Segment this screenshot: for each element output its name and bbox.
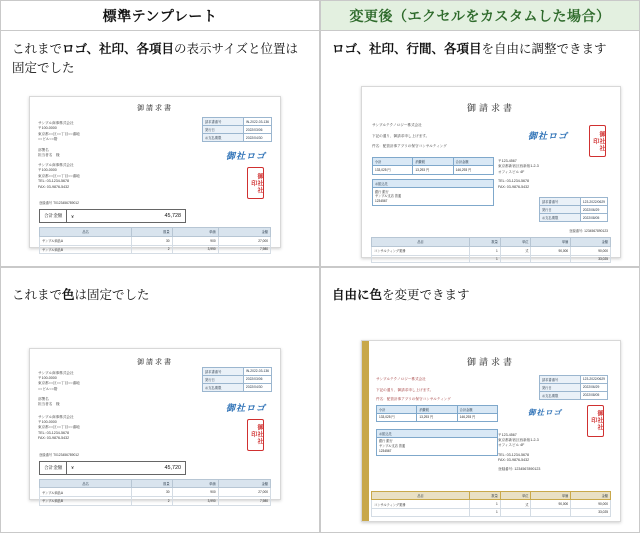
invoice-title: 御請求書 <box>137 358 173 366</box>
amount-total: 146,293 円 <box>459 415 476 419</box>
invoice-address-3: ○○ビル○○階 <box>38 386 58 391</box>
company-seal-stamp: 御社社印 <box>247 419 264 451</box>
table-row <box>40 497 271 506</box>
bank-label: お振込先 <box>373 180 493 188</box>
panel-customized <box>320 0 640 267</box>
meta-value: 2022/08/05 <box>580 391 607 399</box>
total-amount-box <box>39 209 186 223</box>
meta-value: 123-2022/0629 <box>580 198 607 206</box>
item-name <box>372 509 470 517</box>
meta-value: IN-2022-03-136 <box>243 367 271 375</box>
meta-value: 123-2022/0629 <box>580 375 607 383</box>
col-price: 単価 <box>172 479 218 488</box>
col-amount: 金額 <box>571 238 611 247</box>
item-amount: 33,025 <box>571 509 611 517</box>
table-row <box>372 500 611 509</box>
item-amount: 90,000 <box>571 500 611 509</box>
invoice-sender-block <box>498 433 608 473</box>
table-row <box>539 206 607 214</box>
sender-company: サンプル商事株式会社 <box>38 163 74 167</box>
col-unit: 単位 <box>500 491 531 500</box>
col-price: 単価 <box>531 491 571 500</box>
sender-address-1: 東京都新宿区西新宿1-2-3 <box>498 164 539 169</box>
sender-fax: FAX: 03-9876-5432 <box>498 458 530 463</box>
invoice-address-2: 東京都○○区○○丁目○○番地 <box>38 381 80 386</box>
item-name: サンプル商品A <box>40 236 132 245</box>
item-qty: 2 <box>132 497 172 506</box>
item-price: 90,000 <box>531 500 571 509</box>
invoice-address-1: 〒100-0000 <box>38 126 57 131</box>
sender-tel: TEL: 03-1234-5678 <box>498 179 529 184</box>
invoice-preview-customized <box>361 86 621 261</box>
sender-fax: FAX: 03-9876-5432 <box>498 184 530 189</box>
meta-label: 請求書番号 <box>539 375 580 383</box>
item-price: 900 <box>172 236 218 245</box>
bank-line-1: 銀行 銀行 <box>375 189 389 194</box>
invoice-billing-address <box>376 377 506 403</box>
invoice-staff: 担当者名 様 <box>38 152 60 157</box>
item-qty: 1 <box>470 246 501 255</box>
col-amount: 金額 <box>218 479 270 488</box>
invoice-company: サンプル商事株式会社 <box>38 370 74 375</box>
sender-tel: TEL: 03-1234-5678 <box>38 430 69 435</box>
total-label: 合計金額 <box>40 462 67 474</box>
panel-caption-customized: ロゴ、社印、行間、各項目を自由に調整できます <box>332 42 607 56</box>
panel-caption-standard: これまでロゴ、社印、各項目の表示サイズと位置は固定でした <box>12 42 299 76</box>
invoice-items-table <box>39 479 271 506</box>
col-qty: 数量 <box>470 491 501 500</box>
sender-address-2: オフィスビル 4F <box>498 169 525 174</box>
meta-value: 2022/03/06 <box>243 126 271 134</box>
table-header-row <box>372 491 611 500</box>
sender-address-2: 東京都○○区○○丁目○○番地 <box>38 173 80 178</box>
table-row <box>202 375 271 383</box>
amount-col-subtotal: 小計 <box>377 406 417 414</box>
company-seal-stamp: 御社社印 <box>589 125 606 157</box>
invoice-greeting: 下記の通り、御請求申し上げます。 <box>376 387 434 392</box>
table-row <box>372 255 611 263</box>
registration-number: 登録番号: 1234567890123 <box>569 229 608 233</box>
table-row <box>539 383 607 391</box>
invoice-items-table <box>39 227 271 254</box>
item-qty: 1 <box>470 255 501 263</box>
table-row <box>539 214 607 222</box>
meta-value: 2022/04/30 <box>243 383 271 391</box>
item-amount: 27,000 <box>218 236 270 245</box>
invoice-address-3: ○○ビル○○階 <box>38 137 58 142</box>
item-unit: 式 <box>500 500 531 509</box>
bank-lines <box>373 188 493 205</box>
col-amount: 金額 <box>218 228 270 237</box>
bank-line-2: サンプル支店 普通 <box>379 443 406 448</box>
invoice-items-table <box>371 237 611 263</box>
total-value: 45,728 <box>164 213 181 219</box>
sender-tel: TEL: 03-1234-5678 <box>38 179 69 184</box>
item-qty: 1 <box>470 500 501 509</box>
invoice-dept: 部署名 <box>38 397 49 402</box>
invoice-sender-block <box>38 415 158 442</box>
col-name: 品名 <box>40 479 132 488</box>
col-name: 品目 <box>372 491 470 500</box>
panel-caption-custom-color: 自由に色を変更できます <box>332 287 470 302</box>
company-logo: 御社ロゴ <box>225 151 266 161</box>
col-qty: 数量 <box>132 228 172 237</box>
panel-header-standard: 標準テンプレート <box>1 1 319 31</box>
table-header-row <box>40 479 271 488</box>
meta-label: 請求書番号 <box>539 198 580 206</box>
item-price: 900 <box>172 488 218 497</box>
sender-address-1: 東京都新宿区西新宿1-2-3 <box>498 437 539 442</box>
col-name: 品名 <box>40 228 132 237</box>
bank-lines <box>377 438 497 455</box>
sender-address-1: 〒100-0000 <box>38 419 57 424</box>
item-name: サンプル商品A <box>40 488 132 497</box>
total-amount-box <box>39 461 186 475</box>
sender-company: サンプル商事株式会社 <box>38 414 74 419</box>
sender-address-2: 東京都○○区○○丁目○○番地 <box>38 425 80 430</box>
total-value: 45,720 <box>164 464 181 471</box>
meta-value: IN-2022-03-136 <box>243 118 271 126</box>
invoice-meta-table <box>539 375 608 400</box>
invoice-preview-custom-color <box>361 340 621 522</box>
item-name: サンプル商品B <box>40 497 132 506</box>
meta-label: 請求書番号 <box>202 367 243 375</box>
table-row <box>202 118 271 126</box>
sender-address-1: 〒100-0000 <box>38 168 57 173</box>
amount-col-total: 合計金額 <box>454 158 493 166</box>
table-row <box>40 245 271 254</box>
invoice-billing-address <box>38 371 148 408</box>
table-row <box>202 134 271 142</box>
total-currency: ¥ <box>71 213 74 219</box>
table-row <box>40 488 271 497</box>
invoice-preview-standard <box>29 96 281 252</box>
table-header-row <box>372 238 611 247</box>
bank-line-1: 銀行 銀行 <box>379 439 393 443</box>
bank-line-2: サンプル支店 普通 <box>375 194 402 199</box>
invoice-billing-address <box>38 121 148 158</box>
table-row <box>539 391 607 399</box>
invoice-items-table <box>371 491 611 517</box>
item-name: コンサルティング業務 <box>372 500 470 509</box>
invoice-billing-address <box>372 123 502 149</box>
amount-subtotal: 133,025 円 <box>373 166 413 174</box>
table-row <box>372 509 611 517</box>
registration-number: 登録番号 T0123456789012 <box>39 201 79 205</box>
registration-number: 登録番号: 1234567890123 <box>498 467 541 472</box>
invoice-title: 御請求書 <box>137 105 173 112</box>
bank-label: お振込先 <box>377 430 497 438</box>
total-label: 合計金額 <box>40 210 67 222</box>
table-header-row <box>40 228 271 237</box>
meta-label: 請求書番号 <box>202 118 243 126</box>
meta-label: 発行日 <box>539 383 580 391</box>
item-name: コンサルティング業務 <box>372 246 470 255</box>
meta-value: 2022/04/30 <box>243 134 271 142</box>
col-price: 単価 <box>172 228 218 237</box>
table-row <box>539 198 607 206</box>
col-name: 品目 <box>372 238 470 247</box>
company-seal-stamp: 御社社印 <box>587 405 604 437</box>
item-amount: 7,980 <box>218 245 270 254</box>
item-name <box>372 255 470 263</box>
meta-label: 発行日 <box>202 126 243 134</box>
invoice-dept: 部署名 <box>38 147 49 152</box>
company-logo: 御社ロゴ <box>225 402 266 413</box>
meta-value: 2022/08/05 <box>580 214 607 222</box>
item-amount: 90,000 <box>571 246 611 255</box>
company-logo: 御社ロゴ <box>528 407 562 417</box>
amount-col-tax: 消費税 <box>417 406 457 414</box>
amount-subtotal: 133,025 円 <box>377 414 417 422</box>
item-price <box>531 255 571 263</box>
item-qty: 2 <box>132 245 172 254</box>
item-amount: 7,980 <box>218 497 270 506</box>
sender-zip: 〒123-4567 <box>498 159 517 163</box>
col-amount: 金額 <box>571 491 611 500</box>
table-row <box>202 383 271 391</box>
table-row <box>202 367 271 375</box>
item-unit <box>500 509 531 517</box>
amount-col-subtotal: 小計 <box>373 158 413 166</box>
sender-zip: 〒123-4567 <box>498 432 517 437</box>
invoice-sender-block <box>498 159 608 190</box>
panel-header-customized: 変更後（エクセルをカスタムした場合） <box>321 1 639 31</box>
item-name: サンプル商品B <box>40 245 132 254</box>
invoice-company: サンプル商事株式会社 <box>38 121 74 125</box>
accent-color-bar <box>362 341 369 521</box>
item-price: 90,000 <box>531 246 571 255</box>
item-qty: 30 <box>132 488 172 497</box>
panel-custom-color <box>320 267 640 533</box>
invoice-title: 御請求書 <box>466 356 515 367</box>
amount-col-tax: 消費税 <box>413 158 453 166</box>
invoice-preview-fixed-color <box>29 348 281 504</box>
bank-line-3: 1234567 <box>379 448 392 453</box>
item-unit: 式 <box>500 246 531 255</box>
invoice-subject: 件名：配管計事アプリの保守コンサルティング <box>372 143 447 148</box>
meta-value: 2022/03/06 <box>243 375 271 383</box>
sender-fax: FAX: 03-9876-5432 <box>38 436 70 441</box>
amount-tax: 13,293 円 <box>417 414 457 422</box>
col-price: 単価 <box>531 238 571 247</box>
meta-label: 発行日 <box>202 375 243 383</box>
item-unit <box>500 255 531 263</box>
meta-label: お支払期限 <box>539 391 580 399</box>
col-qty: 数量 <box>132 479 172 488</box>
invoice-address-1: 〒100-0000 <box>38 375 57 380</box>
amount-summary-box <box>372 157 494 175</box>
item-amount: 27,000 <box>218 488 270 497</box>
meta-label: お支払期限 <box>202 134 243 142</box>
meta-label: お支払期限 <box>539 214 580 222</box>
item-amount: 33,025 <box>571 255 611 263</box>
item-qty: 30 <box>132 236 172 245</box>
item-qty: 1 <box>470 509 501 517</box>
company-logo: 御社ロゴ <box>527 131 568 141</box>
meta-label: 発行日 <box>539 206 580 214</box>
invoice-sender-block <box>38 163 158 190</box>
bank-info-box <box>376 429 498 456</box>
item-price: 3,990 <box>172 245 218 254</box>
invoice-address-2: 東京都○○区○○丁目○○番地 <box>38 131 80 136</box>
company-seal-stamp: 御社社印 <box>247 167 264 199</box>
item-price <box>531 509 571 517</box>
bank-info-box <box>372 179 494 206</box>
meta-value: 2022/06/29 <box>580 206 607 214</box>
meta-value: 2022/06/29 <box>580 383 607 391</box>
sender-address-2: オフィスビル 4F <box>498 443 525 448</box>
invoice-company: サンプルテクノロジー株式会社 <box>376 376 426 381</box>
meta-label: お支払期限 <box>202 383 243 391</box>
registration-number: 登録番号 T0123456789012 <box>39 452 79 457</box>
amount-col-total: 合計金額 <box>458 406 497 414</box>
invoice-staff: 担当者名 様 <box>38 402 60 407</box>
panel-standard-template <box>0 0 320 267</box>
invoice-company: サンプルテクノロジー株式会社 <box>372 123 422 127</box>
item-price: 3,990 <box>172 497 218 506</box>
table-row <box>202 126 271 134</box>
table-row <box>372 246 611 255</box>
total-currency: ¥ <box>71 465 74 470</box>
col-qty: 数量 <box>470 238 501 247</box>
invoice-meta-table <box>202 117 272 142</box>
invoice-title: 御請求書 <box>466 103 515 113</box>
invoice-meta-table <box>202 367 272 392</box>
sender-fax: FAX: 03-9876-5432 <box>38 184 70 189</box>
invoice-subject: 件名：配管計事アプリの保守コンサルティング <box>376 397 451 402</box>
col-unit: 単位 <box>500 238 531 247</box>
sender-tel: TEL: 03-1234-5678 <box>498 452 529 457</box>
invoice-greeting: 下記の通り、御請求申し上げます。 <box>372 134 430 139</box>
amount-tax: 13,293 円 <box>413 166 453 174</box>
table-row <box>539 375 607 383</box>
amount-total: 146,293 円 <box>455 167 472 172</box>
amount-summary-box <box>376 405 498 423</box>
invoice-meta-table <box>539 197 608 222</box>
bank-line-3: 1234567 <box>375 199 388 204</box>
table-row <box>40 236 271 245</box>
panel-fixed-color <box>0 267 320 533</box>
panel-caption-fixed-color: これまで色は固定でした <box>12 287 150 302</box>
